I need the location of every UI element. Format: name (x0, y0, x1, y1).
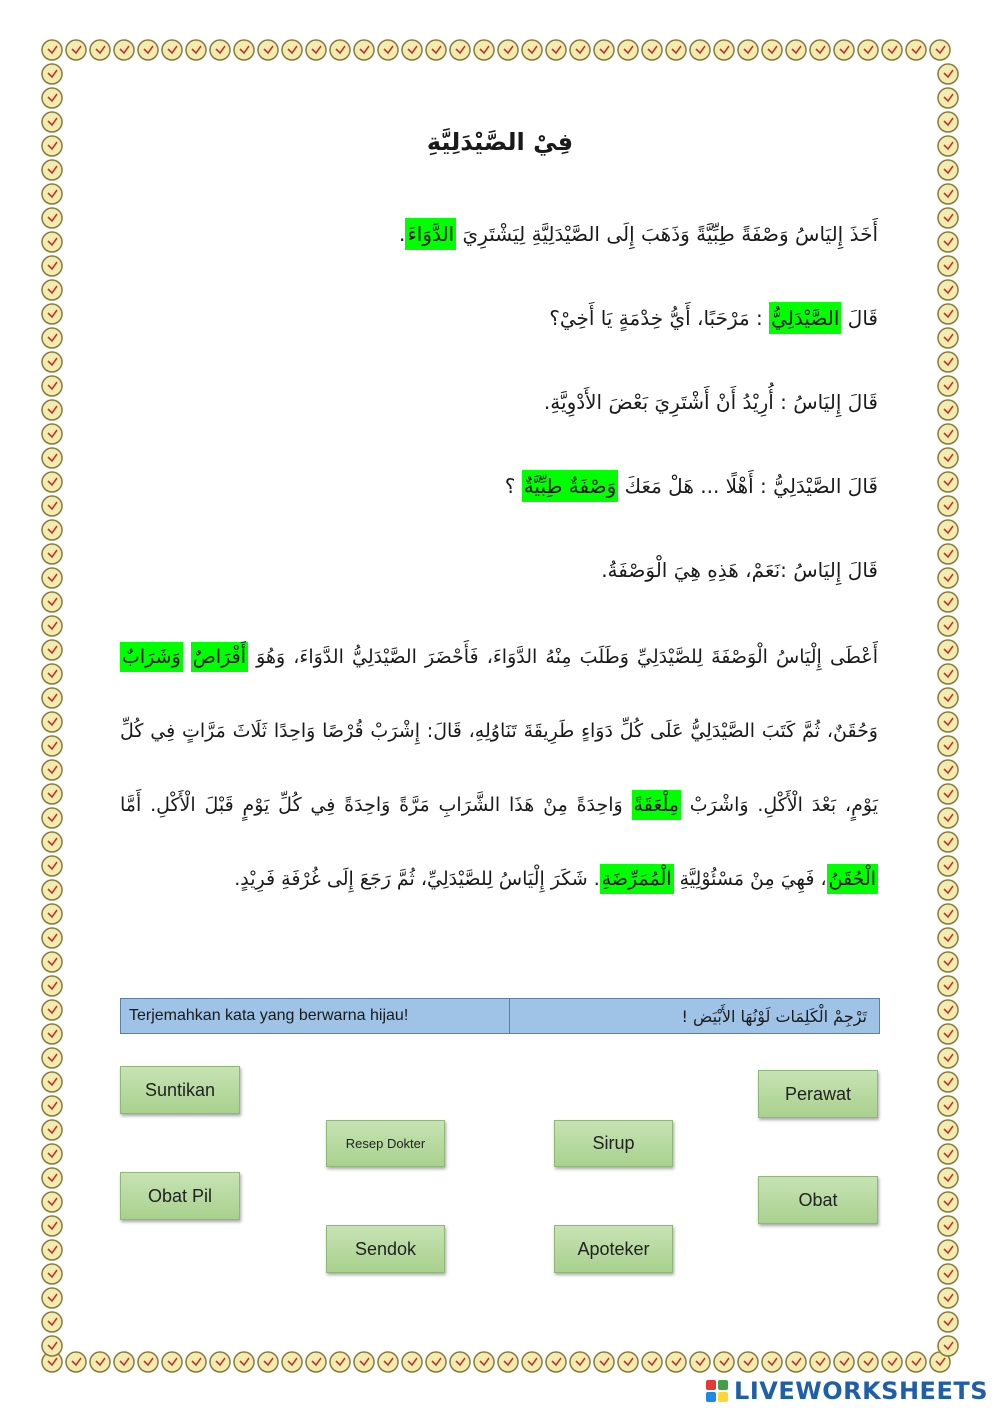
logo-square (718, 1392, 728, 1402)
clock-icon (66, 40, 86, 60)
clock-icon (42, 856, 62, 876)
clock-icon (42, 1120, 62, 1140)
clock-icon (498, 1352, 518, 1372)
clock-icon (834, 1352, 854, 1372)
clock-icon (938, 928, 958, 948)
clock-icon (42, 520, 62, 540)
clock-icon (42, 64, 62, 84)
clock-icon (42, 1216, 62, 1236)
line-text: أَخَذَ إِليَاسُ وَصْفَةً طِبِّيَّةً وَذَهَبَ إِلَى الصَّيْدَلِيَّةِ لِيَشْتَرِيَ (456, 222, 878, 246)
clock-icon (42, 232, 62, 252)
clock-icon (282, 1352, 302, 1372)
clock-icon (938, 376, 958, 396)
clock-icon (42, 136, 62, 156)
clock-icon (938, 400, 958, 420)
clock-icon (42, 1144, 62, 1164)
clock-icon (834, 40, 854, 60)
clock-icon (114, 1352, 134, 1372)
clock-icon (42, 1312, 62, 1332)
clock-icon (522, 1352, 542, 1372)
clock-icon (642, 1352, 662, 1372)
clock-icon (306, 1352, 326, 1372)
answer-chip-obat-pil[interactable]: Obat Pil (120, 1172, 240, 1220)
clock-icon (42, 616, 62, 636)
clock-icon (546, 40, 566, 60)
clock-icon (42, 112, 62, 132)
clock-icon (938, 592, 958, 612)
clock-icon (42, 424, 62, 444)
instruction-latin: Terjemahkan kata yang berwarna hijau! (121, 999, 510, 1033)
clock-icon (42, 280, 62, 300)
clock-icon (450, 1352, 470, 1372)
clock-icon (618, 1352, 638, 1372)
highlighted-word: الْمُمَرِّضَةِ (600, 864, 674, 894)
clock-icon (42, 808, 62, 828)
clock-icon (938, 160, 958, 180)
clock-icon (938, 952, 958, 972)
answer-chip-sirup[interactable]: Sirup (554, 1120, 673, 1167)
clock-icon (42, 784, 62, 804)
story-line-2 (549, 300, 878, 336)
line-text: قَالَ (841, 306, 878, 330)
clock-icon (258, 1352, 278, 1372)
clock-icon (858, 40, 878, 60)
clock-icon (378, 40, 398, 60)
clock-icon (938, 1336, 958, 1356)
clock-icon (114, 40, 134, 60)
clock-icon (90, 1352, 110, 1372)
clock-icon (690, 1352, 710, 1372)
clock-icon (930, 1352, 950, 1372)
story-line-4 (505, 468, 878, 504)
clock-icon (938, 112, 958, 132)
logo-square (718, 1380, 728, 1390)
logo-square (706, 1392, 716, 1402)
clock-icon (666, 1352, 686, 1372)
clock-icon (474, 1352, 494, 1372)
clock-icon (42, 568, 62, 588)
clock-icon (42, 88, 62, 108)
clock-icon (42, 40, 62, 60)
clock-icon (186, 40, 206, 60)
clock-icon (786, 1352, 806, 1372)
clock-icon (762, 1352, 782, 1372)
clock-icon (42, 1024, 62, 1044)
clock-icon (938, 280, 958, 300)
highlighted-word: الدَّوَاءَ (405, 218, 456, 250)
clock-icon (938, 328, 958, 348)
clock-icon (938, 568, 958, 588)
clock-icon (42, 1288, 62, 1308)
paragraph-text: أَعْطَى إِلْيَاسُ الْوَصْفَةَ لِلصَّيْدَلِيِّ وَطَلَبَ مِنْهُ الدَّوَاءَ، فَأَحْضَرَ الصَّيْدَلِيُّ الدَّوَاءَ، وَهُوَ (248, 646, 878, 668)
clock-icon (938, 88, 958, 108)
clock-icon (42, 904, 62, 924)
clock-icon (938, 136, 958, 156)
clock-icon (138, 40, 158, 60)
clock-icon (810, 1352, 830, 1372)
answer-chip-resep-dokter[interactable]: Resep Dokter (326, 1120, 445, 1167)
clock-icon (786, 40, 806, 60)
clock-icon (938, 712, 958, 732)
clock-icon (282, 40, 302, 60)
clock-icon (938, 1144, 958, 1164)
clock-icon (618, 40, 638, 60)
clock-icon (162, 40, 182, 60)
clock-icon (42, 376, 62, 396)
clock-icon (42, 1000, 62, 1020)
clock-icon (162, 1352, 182, 1372)
clock-icon (938, 976, 958, 996)
clock-icon (42, 1168, 62, 1188)
clock-icon (938, 736, 958, 756)
clock-icon (938, 184, 958, 204)
clock-icon (42, 712, 62, 732)
clock-icon (906, 1352, 926, 1372)
clock-icon (42, 208, 62, 228)
clock-icon (42, 1072, 62, 1092)
answer-chip-perawat[interactable]: Perawat (758, 1070, 878, 1118)
clock-icon (938, 544, 958, 564)
clock-icon (938, 904, 958, 924)
clock-icon (42, 352, 62, 372)
clock-icon (210, 40, 230, 60)
clock-icon (42, 544, 62, 564)
clock-icon (138, 1352, 158, 1372)
highlighted-word: وَشَرَابٌ (120, 642, 183, 672)
clock-icon (354, 1352, 374, 1372)
clock-icon (570, 40, 590, 60)
clock-icon (938, 760, 958, 780)
clock-icon (42, 1352, 62, 1372)
highlighted-word: وَصْفَةٌ طِبِّيَّةٌ (522, 470, 619, 502)
clock-icon (474, 40, 494, 60)
clock-icon (426, 1352, 446, 1372)
clock-icon (42, 184, 62, 204)
clock-icon (258, 40, 278, 60)
clock-icon (762, 40, 782, 60)
clock-icon (42, 256, 62, 276)
story-paragraph (120, 620, 878, 916)
highlighted-word: أَقْرَاصٌ (191, 642, 248, 672)
line-text: ؟ (504, 474, 522, 498)
line-text: . (399, 222, 406, 246)
clock-icon (42, 1048, 62, 1068)
clock-icon (234, 40, 254, 60)
clock-icon (42, 688, 62, 708)
clock-icon (642, 40, 662, 60)
highlighted-word: الصَّيْدَلِيُّ (769, 302, 841, 334)
clock-icon (938, 448, 958, 468)
logo-square (706, 1380, 716, 1390)
clock-icon (810, 40, 830, 60)
clock-icon (938, 664, 958, 684)
clock-icon (42, 640, 62, 660)
clock-icon (938, 1096, 958, 1116)
clock-icon (938, 1000, 958, 1020)
clock-icon (42, 1264, 62, 1284)
clock-icon (938, 232, 958, 252)
clock-icon (330, 1352, 350, 1372)
clock-icon (522, 40, 542, 60)
instruction-bar (120, 998, 880, 1034)
clock-icon (354, 40, 374, 60)
clock-icon (42, 736, 62, 756)
paragraph-text: وَحُقَنٌ، ثُمَّ كَتَبَ الصَّيْدَلِيُّ عَلَى كُلِّ دَوَاءٍ طَرِيقَةَ تَنَاوُلِهِ، قَالَ: إِشْرَبْ قُرْصًا وَاحِدًا ثَلَاثَ مَرَّاتٍ فِي كُلِّ يَوْمٍ، بَعْدَ الْأَكْلِ. وَاشْرَبْ (120, 720, 878, 816)
clock-icon (938, 640, 958, 660)
clock-icon (938, 472, 958, 492)
clock-icon (882, 40, 902, 60)
clock-icon (938, 1168, 958, 1188)
clock-icon (594, 1352, 614, 1372)
clock-icon (714, 40, 734, 60)
logo-text: LIVEWORKSHEETS (734, 1377, 988, 1405)
clock-icon (938, 1264, 958, 1284)
clock-icon (42, 1096, 62, 1116)
clock-icon (938, 1192, 958, 1212)
answer-chip-sendok[interactable]: Sendok (326, 1225, 445, 1273)
clock-icon (906, 40, 926, 60)
clock-icon (938, 1240, 958, 1260)
clock-icon (450, 40, 470, 60)
clock-icon (498, 40, 518, 60)
clock-icon (938, 1024, 958, 1044)
clock-icon (738, 1352, 758, 1372)
clock-icon (42, 472, 62, 492)
clock-icon (42, 664, 62, 684)
story-line-5: قَالَ إِليَاسُ :نَعَمْ، هَذِهِ هِيَ الْوَصْفَةُ. (601, 558, 878, 582)
paragraph-text: وَاحِدَةً مِنْ هَذَا الشَّرَابِ مَرَّةً وَاحِدَةً فِي كُلِّ يَوْمٍ قَبْلَ الْأَكْلِ. أَمَّا (120, 794, 632, 816)
clock-icon (42, 1240, 62, 1260)
clock-icon (546, 1352, 566, 1372)
clock-icon (938, 1288, 958, 1308)
clock-icon (938, 256, 958, 276)
clock-icon (306, 40, 326, 60)
clock-icon (938, 496, 958, 516)
clock-icon (402, 1352, 422, 1372)
clock-icon (938, 808, 958, 828)
clock-icon (938, 1072, 958, 1092)
clock-icon (42, 952, 62, 972)
clock-icon (882, 1352, 902, 1372)
clock-icon (690, 40, 710, 60)
paragraph-text: . شَكَرَ إِلْيَاسُ لِلصَّيْدَلِيِّ، ثُمَّ رَجَعَ إِلَى غُرْفَةِ فَرِيْدٍ. (234, 868, 600, 890)
clock-icon (938, 424, 958, 444)
logo-mark-icon (706, 1380, 728, 1402)
clock-icon (666, 40, 686, 60)
clock-icon (938, 208, 958, 228)
page-title: فِيْ الصَّيْدَلِيَّةِ (426, 128, 574, 156)
clock-icon (594, 40, 614, 60)
highlighted-word: مِلْعَقَةً (632, 790, 681, 820)
clock-icon (330, 40, 350, 60)
clock-icon (714, 1352, 734, 1372)
liveworksheets-logo[interactable] (706, 1374, 988, 1408)
clock-icon (738, 40, 758, 60)
clock-icon (938, 880, 958, 900)
clock-icon (938, 304, 958, 324)
clock-icon (938, 352, 958, 372)
clock-icon (42, 592, 62, 612)
clock-icon (938, 1120, 958, 1140)
clock-icon (42, 328, 62, 348)
answer-chip-obat[interactable]: Obat (758, 1176, 878, 1224)
clock-icon (234, 1352, 254, 1372)
clock-icon (402, 40, 422, 60)
clock-icon (858, 1352, 878, 1372)
clock-icon (42, 1336, 62, 1356)
clock-icon (42, 928, 62, 948)
clock-icon (42, 880, 62, 900)
clock-icon (938, 832, 958, 852)
clock-icon (42, 496, 62, 516)
clock-icon (90, 40, 110, 60)
line-text: قَالَ الصَّيْدَلِيُّ : أَهْلًا ... هَلْ مَعَكَ (618, 474, 878, 498)
clock-icon (938, 856, 958, 876)
clock-icon (938, 1048, 958, 1068)
clock-icon (42, 760, 62, 780)
clock-icon (938, 784, 958, 804)
clock-icon (42, 832, 62, 852)
clock-icon (66, 1352, 86, 1372)
clock-icon (378, 1352, 398, 1372)
clock-icon (42, 448, 62, 468)
clock-icon (938, 1312, 958, 1332)
line-text: : مَرْحَبًا، أَيُّ خِدْمَةٍ يَا أَخِيْ؟ (549, 306, 770, 330)
clock-icon (42, 400, 62, 420)
clock-icon (938, 616, 958, 636)
paragraph-text: ، فَهِيَ مِنْ مَسْئُوْلِيَّةِ (673, 868, 827, 890)
clock-icon (210, 1352, 230, 1372)
clock-icon (570, 1352, 590, 1372)
instruction-arabic: تَرْجِمْ الْكَلِمَات لَوْنُهَا الأَبْيَض ! (681, 1006, 867, 1026)
clock-icon (938, 1216, 958, 1236)
clock-icon (938, 520, 958, 540)
clock-icon (42, 160, 62, 180)
clock-icon (186, 1352, 206, 1372)
clock-icon (42, 1192, 62, 1212)
clock-icon (930, 40, 950, 60)
answer-chip-apoteker[interactable]: Apoteker (554, 1225, 673, 1273)
clock-icon (426, 40, 446, 60)
story-line-3: قَالَ إِليَاسُ : أُرِيْدُ أَنْ أَشْتَرِيَ بَعْضَ الأَدْوِيَّةِ. (543, 390, 878, 414)
clock-icon (42, 976, 62, 996)
clock-icon (938, 688, 958, 708)
story-line-1 (399, 216, 878, 252)
clock-icon (938, 64, 958, 84)
answer-chip-suntikan[interactable]: Suntikan (120, 1066, 240, 1114)
highlighted-word: الْحُقَنُ (827, 864, 878, 894)
clock-icon (42, 304, 62, 324)
